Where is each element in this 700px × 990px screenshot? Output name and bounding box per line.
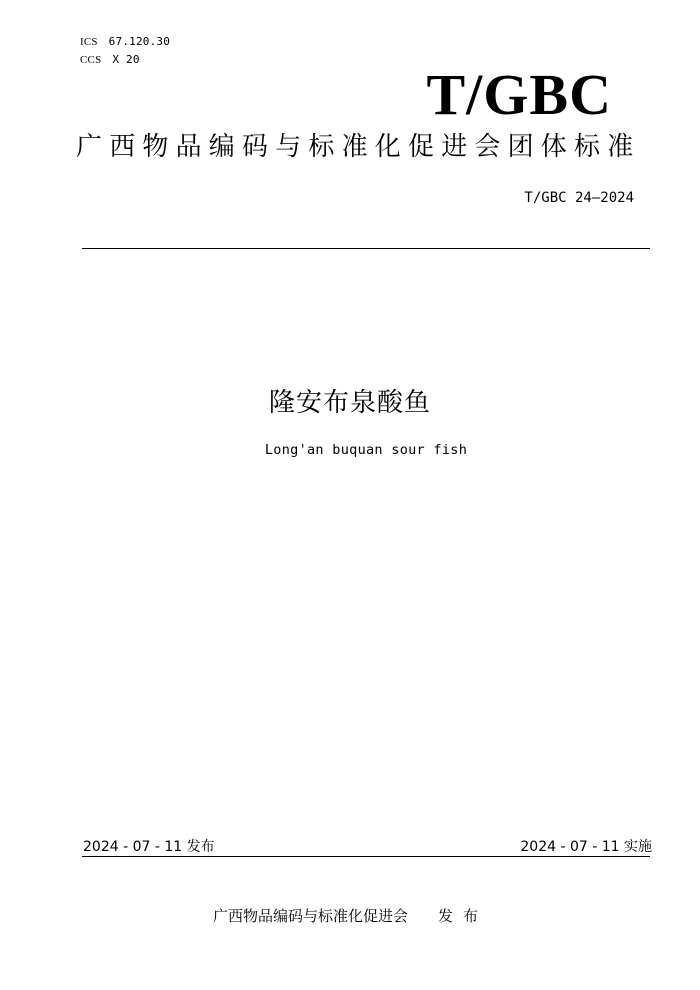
publisher-action: 发布	[438, 907, 489, 925]
standard-number: T/GBC 24—2024	[524, 190, 634, 206]
publisher-line	[213, 905, 488, 926]
document-title-chinese: 隆安布泉酸鱼	[268, 388, 431, 418]
ccs-classification	[80, 53, 140, 66]
ccs-code: X 20	[112, 53, 140, 66]
organization-header: 广西物品编码与标准化促进会团体标准	[76, 132, 641, 162]
ics-code: 67.120.30	[108, 35, 171, 48]
publisher-name: 广西物品编码与标准化促进会	[213, 907, 409, 925]
standard-logo: T/GBC	[426, 62, 612, 127]
top-divider	[82, 248, 650, 249]
document-title-english: Long'an buquan sour fish	[264, 442, 468, 458]
ics-label: ICS	[80, 36, 98, 48]
ics-classification	[80, 35, 170, 48]
implementation-date: 2024 - 07 - 11 实施	[520, 839, 652, 855]
bottom-divider	[82, 856, 650, 857]
ccs-label: CCS	[80, 54, 102, 66]
issue-date: 2024 - 07 - 11 发布	[83, 839, 215, 855]
